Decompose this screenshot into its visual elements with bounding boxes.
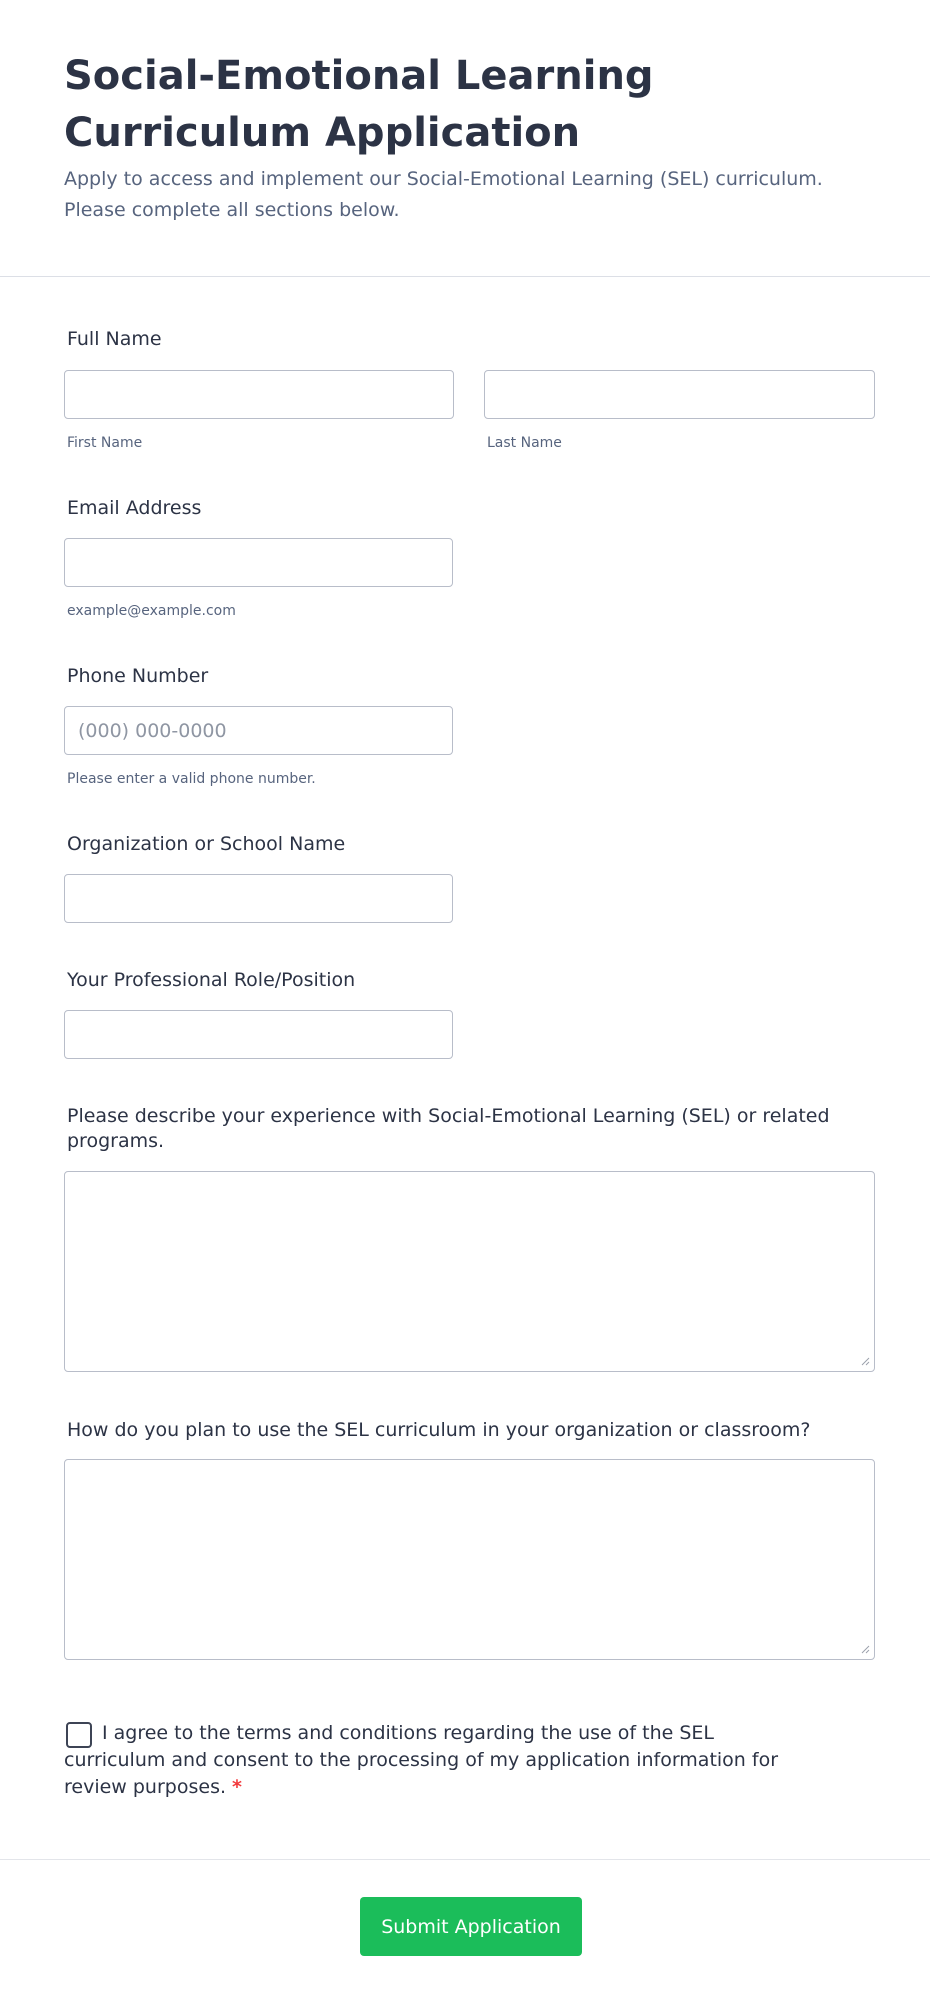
last-name-sublabel: Last Name [487,435,562,451]
form-header [0,0,930,277]
resize-grip-icon[interactable] [860,1356,870,1366]
full-name-label: Full Name [67,328,162,350]
experience-textarea[interactable] [64,1171,875,1372]
phone-sublabel: Please enter a valid phone number. [67,771,316,787]
footer-divider [0,1859,930,1860]
last-name-input[interactable] [484,370,875,419]
consent-label [64,1720,784,1801]
organization-input[interactable] [64,874,453,923]
plan-label: How do you plan to use the SEL curriculum in your organization or classroom? [67,1419,811,1441]
email-sublabel: example@example.com [67,603,236,619]
consent-text: I agree to the terms and conditions regarding the use of the SEL curriculum and consent to the processing of my application information for review purposes. [64,1722,779,1798]
email-label: Email Address [67,497,202,519]
submit-application-button[interactable]: Submit Application [360,1897,582,1956]
page-title: Social-Emotional Learning Curriculum Application [64,53,654,156]
required-indicator: * [232,1776,242,1798]
experience-label: Please describe your experience with Social-Emotional Learning (SEL) or related programs. [67,1105,830,1152]
role-label: Your Professional Role/Position [67,969,356,991]
resize-grip-icon[interactable] [860,1644,870,1654]
first-name-input[interactable] [64,370,454,419]
plan-textarea[interactable] [64,1459,875,1660]
email-field[interactable] [64,538,453,587]
phone-label: Phone Number [67,665,209,687]
phone-input[interactable] [64,706,453,755]
organization-label: Organization or School Name [67,833,346,855]
page-subtitle: Apply to access and implement our Social-Emotional Learning (SEL) curriculum. Please complete all sections below. [64,168,823,221]
role-input[interactable] [64,1010,453,1059]
first-name-sublabel: First Name [67,435,143,451]
